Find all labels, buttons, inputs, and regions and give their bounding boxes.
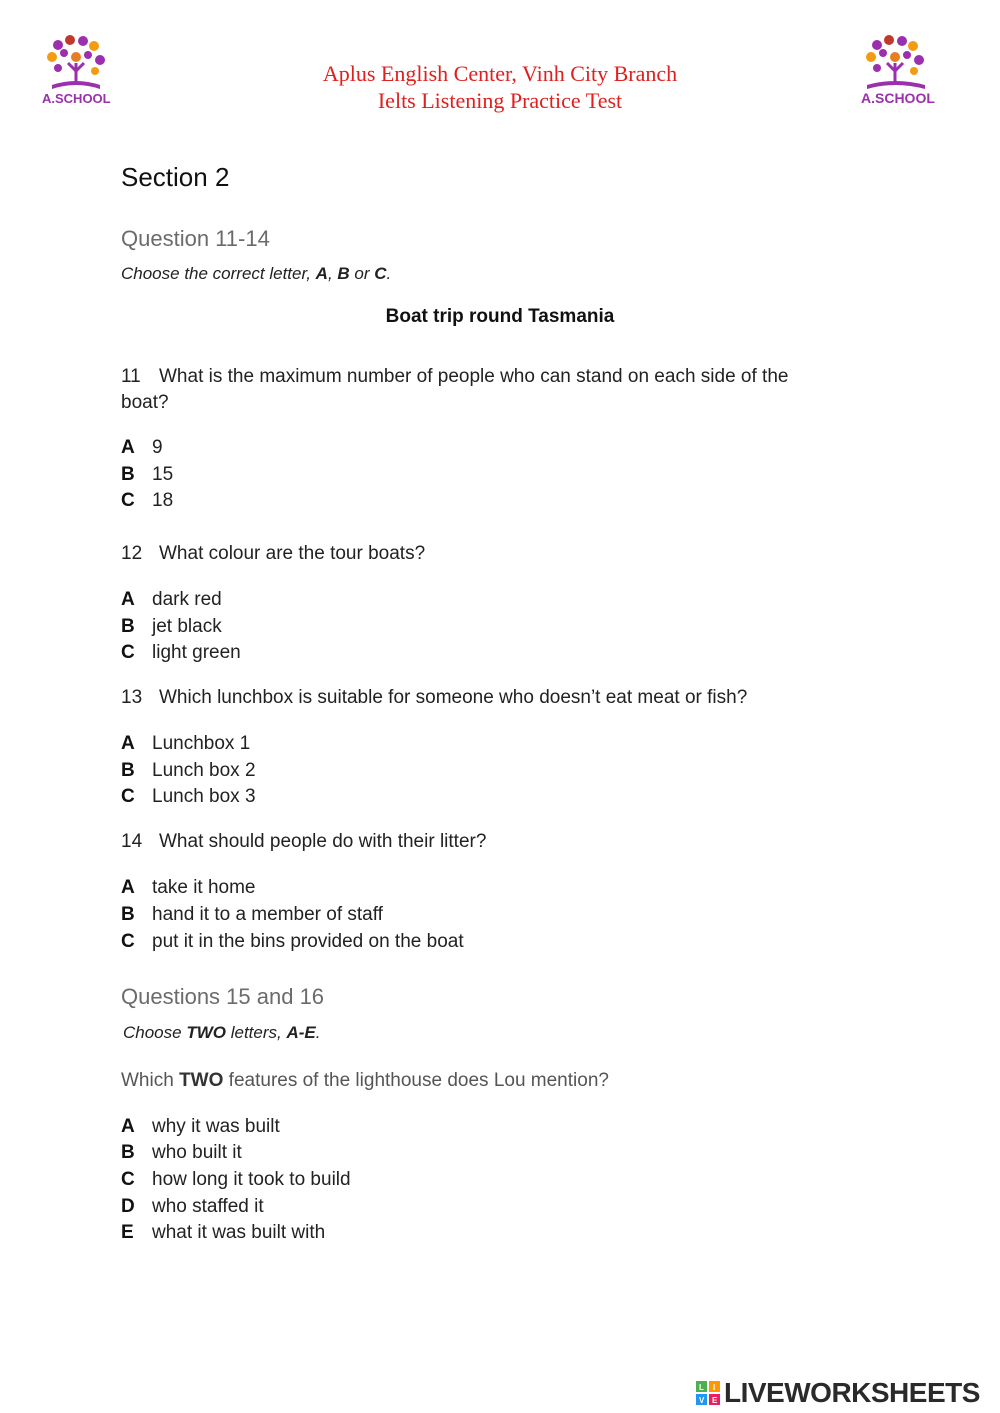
question-group-heading: Question 11-14 xyxy=(121,226,270,251)
question-14 xyxy=(121,829,841,855)
question-number: 12 xyxy=(121,543,143,564)
option-e[interactable]: E what it was built with xyxy=(121,1222,326,1243)
option-a[interactable]: A take it home xyxy=(121,877,256,898)
option-c[interactable]: C Lunch box 3 xyxy=(121,786,256,807)
header-center-name: Aplus English Center, Vinh City Branch xyxy=(322,61,678,86)
logo-text: A.SCHOOL xyxy=(42,91,111,106)
option-b[interactable]: B who built it xyxy=(121,1142,242,1163)
question-text: Which lunchbox is suitable for someone who doesn’t eat meat or fish? xyxy=(159,687,748,708)
question-group-heading: Questions 15 and 16 xyxy=(121,984,325,1009)
option-b[interactable]: B jet black xyxy=(121,616,222,637)
option-c[interactable]: C put it in the bins provided on the boat xyxy=(121,931,464,952)
option-a[interactable]: A 9 xyxy=(121,437,163,458)
section-title: Section 2 xyxy=(121,162,230,192)
instructions: Choose the correct letter, A, B or C. xyxy=(121,264,392,283)
liveworksheets-badge-icon xyxy=(696,1381,720,1405)
question-12 xyxy=(121,541,841,567)
question-11 xyxy=(121,364,841,416)
option-b[interactable]: B hand it to a member of staff xyxy=(121,904,383,925)
option-c[interactable]: C how long it took to build xyxy=(121,1169,351,1190)
watermark-text: LIVEWORKSHEETS xyxy=(724,1377,980,1408)
question-13 xyxy=(121,685,841,711)
svg-text:L: L xyxy=(699,1383,704,1392)
option-c[interactable]: C light green xyxy=(121,642,241,663)
svg-text:V: V xyxy=(699,1396,705,1405)
svg-text:I: I xyxy=(713,1383,716,1392)
option-b[interactable]: B 15 xyxy=(121,464,174,485)
option-a[interactable]: A why it was built xyxy=(121,1116,280,1137)
question-15-16: Which TWO features of the lighthouse does Lou mention? xyxy=(121,1070,609,1091)
instructions: Choose TWO letters, A-E. xyxy=(123,1023,321,1042)
liveworksheets-watermark xyxy=(696,1376,980,1410)
option-d[interactable]: D who staffed it xyxy=(121,1196,264,1217)
logo-text: A.SCHOOL xyxy=(861,90,935,106)
option-a[interactable]: A dark red xyxy=(121,589,222,610)
question-number: 14 xyxy=(121,831,143,852)
question-text: What is the maximum number of people who can stand on each side of the boat? xyxy=(121,366,789,413)
svg-text:E: E xyxy=(712,1396,718,1405)
option-a[interactable]: A Lunchbox 1 xyxy=(121,733,251,754)
question-text: What should people do with their litter? xyxy=(159,831,487,852)
header-test-title: Ielts Listening Practice Test xyxy=(377,88,623,113)
question-number: 11 xyxy=(121,366,141,387)
option-b[interactable]: B Lunch box 2 xyxy=(121,760,256,781)
option-c[interactable]: C 18 xyxy=(121,490,174,511)
question-number: 13 xyxy=(121,687,143,708)
question-text: What colour are the tour boats? xyxy=(159,543,426,564)
passage-title: Boat trip round Tasmania xyxy=(385,306,615,327)
